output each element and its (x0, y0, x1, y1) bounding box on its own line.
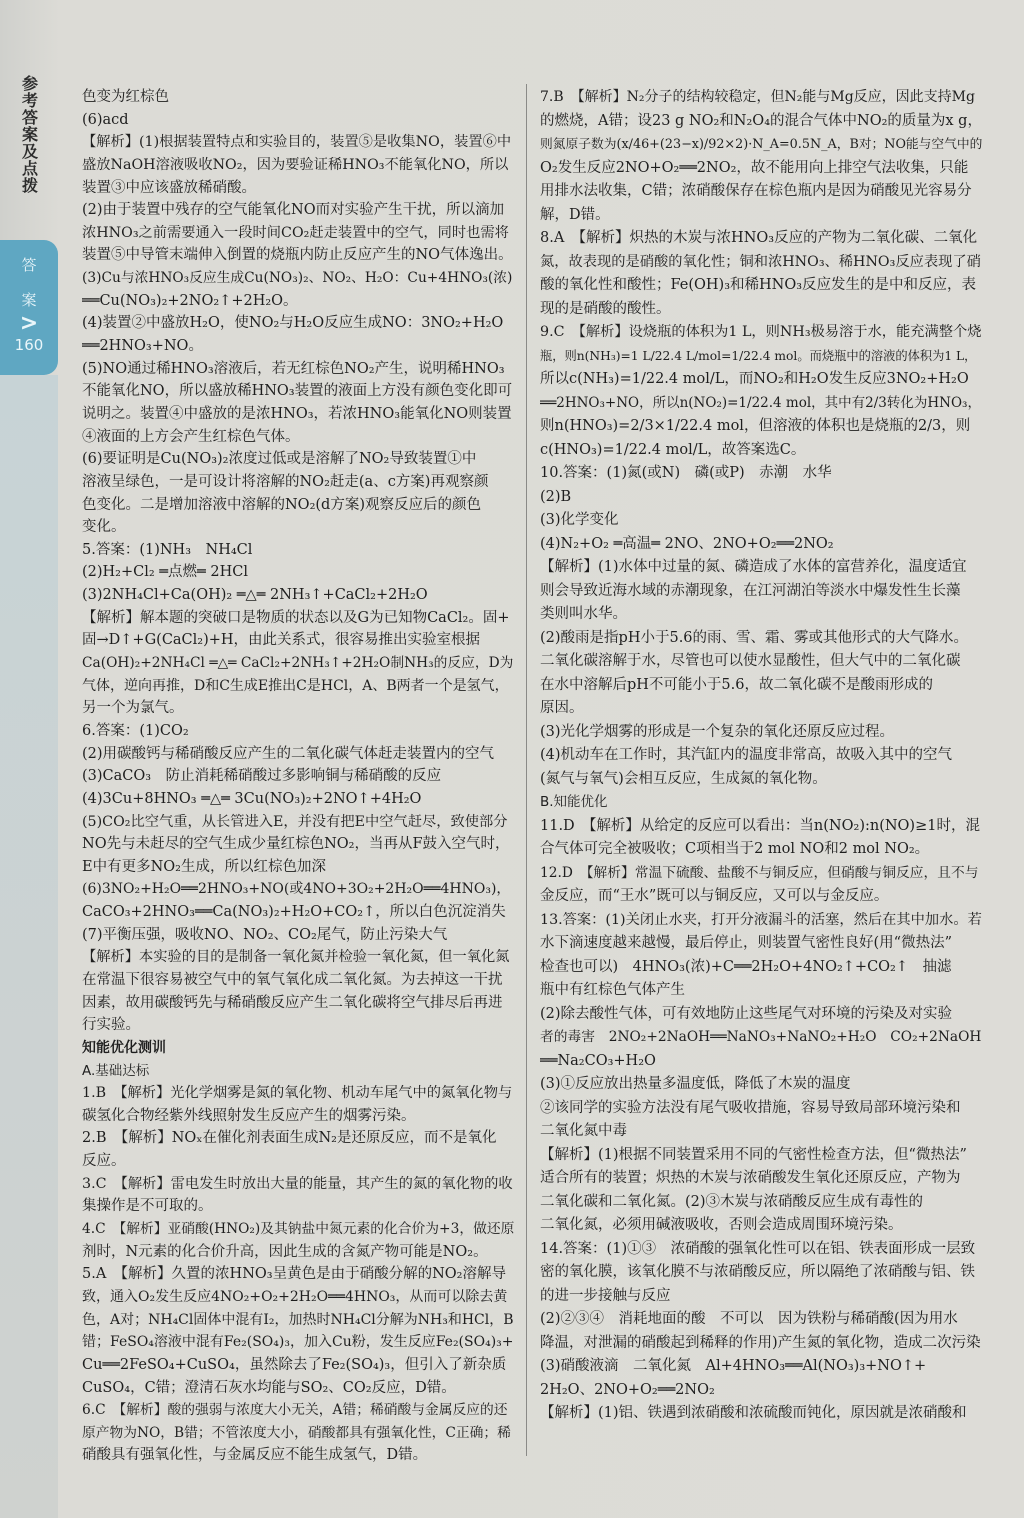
tab-char-1: 答 (21, 256, 37, 274)
text-line: (氮气与氧气)会相互反应，生成氮的氧化物。 (540, 770, 827, 787)
text-line: 知能优化测训 (82, 1039, 166, 1056)
text-line: 变化。 (82, 519, 126, 536)
text-line: 致，通入O₂发生反应4NO₂+O₂+2H₂O══4HNO₃，从而可以除去黄 (82, 1288, 508, 1305)
text-line: 10.答案：(1)氮(或N) 磷(或P) 赤潮 水华 (540, 465, 832, 481)
text-line: 2.B 【解析】NOₓ在催化剂表面生成N₂是还原反应，而不是氧化 (82, 1130, 497, 1147)
text-line: 氮，故表现的是硝酸的氧化性；铜和浓HNO₃、稀HNO₃反应表现了硝 (540, 253, 981, 270)
text-line: 13.答案：(1)关闭止水夹，打开分液漏斗的活塞，然后在其中加水。若 (540, 911, 982, 928)
left-column (82, 86, 514, 1467)
text-line: CuSO₄，C错；澄清石灰水均能与SO₂、CO₂反应，D错。 (82, 1379, 456, 1396)
text-line: (4)机动车在工作时，其汽缸内的温度非常高，故吸入其中的空气 (540, 747, 953, 763)
right-column (540, 86, 982, 1426)
text-line: 另一个为氯气。 (82, 700, 184, 717)
text-line: (2)H₂+Cl₂ ═点燃═ 2HCl (82, 564, 248, 581)
text-line: (3)CaCO₃ 防止消耗稀硝酸过多影响铜与稀硝酸的反应 (82, 768, 442, 785)
sidebar-title: 参考答案及点拨 (19, 75, 39, 194)
chevron-right-icon: > (19, 311, 39, 336)
text-line: 的进一步接触与反应 (540, 1287, 671, 1304)
text-line: 密的氧化膜，该氧化膜不与浓硝酸反应，所以隔绝了浓硝酸与铝、铁 (540, 1264, 975, 1280)
text-line: 瓶，则n(NH₃)=1 L/22.4 L/mol=1/22.4 mol。而烧瓶中的溶液的体积为1 L， (540, 348, 977, 363)
text-line: (4)N₂+O₂ ═高温═ 2NO、2NO+O₂══2NO₂ (540, 535, 834, 552)
text-line: (6)要证明是Cu(NO₃)₂浓度过低或是溶解了NO₂导致装置①中 (82, 451, 477, 468)
text-line: 不能氧化NO，所以盛放稀HNO₃装置的液面上方没有颜色变化即可 (82, 383, 513, 400)
text-line: 色变化。二是增加溶液中溶解的NO₂(d方案)观察反应后的颜色 (82, 496, 481, 513)
text-line: (6)acd (82, 111, 129, 128)
text-line: (2)由于装置中残存的空气能氧化NO而对实验产生干扰，所以滴加 (82, 202, 505, 219)
text-line: (2)用碳酸钙与稀硝酸反应产生的二氧化碳气体赶走装置内的空气 (82, 745, 495, 762)
text-line: 1.B 【解析】光化学烟雾是氮的氧化物、机动车尾气中的氮氧化物与 (82, 1085, 513, 1102)
text-line: 酸的氧化性和酸性；Fe(OH)₃和稀HNO₃反应发生的是中和反应，表 (540, 277, 977, 293)
text-line: 气体，逆向再推，D和C生成E推出C是HCl，A、B两者一个是氢气， (82, 677, 509, 694)
text-line: 现的是硝酸的酸性。 (540, 300, 671, 317)
text-line: 9.C 【解析】设烧瓶的体积为1 L，则NH₃极易溶于水，能充满整个烧 (540, 324, 982, 340)
text-line: E中有更多NO₂生成，所以红棕色加深 (82, 858, 326, 875)
text-line: 行实验。 (82, 1017, 140, 1034)
text-line: (3)①反应放出热量多温度低，降低了木炭的温度 (540, 1076, 851, 1092)
text-line: (6)3NO₂+H₂O══2HNO₃+NO(或4NO+3O₂+2H₂O══4HNO₃)， (82, 881, 511, 898)
text-line: 【解析】(1)铝、铁遇到浓硝酸和浓硫酸而钝化，原因就是浓硝酸和 (540, 1405, 967, 1421)
text-line: 解，D错。 (540, 206, 610, 223)
text-line: 在常温下很容易被空气中的氧气氧化成二氧化氮。为去掉这一干扰 (82, 971, 503, 988)
text-line: 盛放NaOH溶液吸收NO₂，因为要验证稀HNO₃不能氧化NO，所以 (82, 156, 509, 173)
text-line: 降温，对泄漏的硝酸起到稀释的作用)产生氮的氧化物，造成二次污染 (540, 1334, 981, 1351)
text-line: 14.答案：(1)①③ 浓硝酸的强氧化性可以在铝、铁表面形成一层致 (540, 1240, 976, 1257)
text-line: 类则叫水华。 (540, 606, 627, 622)
text-line: 者的毒害 2NO₂+2NaOH══NaNO₃+NaNO₂+H₂O CO₂+2NaOH (540, 1029, 982, 1045)
text-line: 二氧化碳和二氧化氮。(2)③木炭与浓硝酸反应生成有毒性的 (540, 1193, 924, 1210)
text-line: 所以c(NH₃)=1/22.4 mol/L，而NO₂和H₂O发生反应3NO₂+H₂O (540, 371, 969, 387)
text-line: 【解析】(1)根据不同装置采用不同的气密性检查方法，但“微热法” (540, 1146, 967, 1163)
text-line: 8.A 【解析】炽热的木炭与浓HNO₃反应的产物为二氧化碳、二氧化 (540, 230, 978, 246)
text-line: 3.C 【解析】雷电发生时放出大量的能量，其产生的氮的氧化物的收 (82, 1175, 513, 1192)
text-line: 碳氢化合物经紫外线照射发生反应产生的烟雾污染。 (82, 1107, 416, 1124)
text-line: 则n(HNO₃)=2/3×1/22.4 mol，但溶液的体积也是烧瓶的2/3，则 (540, 418, 971, 434)
text-line: 装置③中应该盛放稀硝酸。 (82, 179, 256, 196)
text-line: 【解析】(1)水体中过量的氮、磷造成了水体的富营养化，温度适宜 (540, 559, 967, 575)
text-line: (2)除去酸性气体，可有效地防止这些尾气对环境的污染及对实验 (540, 1005, 953, 1022)
text-line: 的燃烧，A错；设23 g NO₂和N₂O₄的混合气体中NO₂的质量为x g， (540, 112, 982, 129)
column-divider (526, 84, 527, 1456)
text-line: 则氮原子数为(x/46+(23−x)/92×2)·N_A=0.5N_A，B对；NO能与空气中的 (540, 137, 982, 152)
text-line: Ca(OH)₂+2NH₄Cl ═△═ CaCl₂+2NH₃↑+2H₂O制NH₃的反应，D为 (82, 655, 514, 672)
text-line: 因素，故用碳酸钙先与稀硝酸反应产生二氧化碳将空气排尽后再进 (82, 994, 503, 1011)
text-line: 二氧化氮，必须用碱液吸收，否则会造成周围环境污染。 (540, 1217, 903, 1233)
text-line: (4)装置②中盛放H₂O，使NO₂与H₂O反应生成NO：3NO₂+H₂O (82, 315, 504, 332)
text-line: (5)NO通过稀HNO₃溶液后，若无红棕色NO₂产生，说明稀HNO₃ (82, 360, 505, 377)
sidebar-title-area (0, 75, 58, 235)
text-line: 剂时，N元素的化合价升高，因此生成的含氮产物可能是NO₂。 (82, 1243, 488, 1260)
text-line: 装置⑤中导管末端伸入倒置的烧瓶内防止反应产生的NO气体逸出。 (82, 247, 513, 264)
tab-char-2: 案 (21, 291, 37, 309)
answer-tab (0, 240, 58, 375)
text-line: (5)CO₂比空气重，从长管进入E，并没有把E中空气赶尽，致使部分 (82, 813, 508, 830)
text-line: 二氧化碳溶解于水，尽管也可以使水显酸性，但大气中的二氧化碳 (540, 653, 961, 669)
text-line: 瓶中有红棕色气体产生 (540, 982, 685, 998)
text-line: 集操作是不可取的。 (82, 1198, 213, 1215)
text-line: 固→D↑+G(CaCl₂)+H，由此关系式，很容易推出实验室根据 (82, 632, 481, 649)
text-line: A.基础达标 (82, 1062, 150, 1079)
text-line: 11.D 【解析】从给定的反应可以看出：当n(NO₂):n(NO)≥1时，混 (540, 817, 980, 834)
page-number: 160 (14, 336, 44, 354)
text-line: 说明之。装置④中盛放的是浓HNO₃，若浓HNO₃能氧化NO则装置 (82, 405, 512, 422)
text-line: 溶液呈绿色，一是可设计将溶解的NO₂赶走(a、c方案)再观察颜 (82, 473, 489, 490)
text-line: 【解析】(1)根据装置特点和实验目的，装置⑤是收集NO，装置⑥中 (82, 134, 512, 151)
text-line: 则会导致近海水域的赤潮现象，在江河湖泊等淡水中爆发性生长藻 (540, 582, 961, 599)
text-line: 原产物为NO，B错；不管浓度大小，硝酸都具有强氧化性，C正确；稀 (82, 1424, 511, 1441)
text-line: ══Cu(NO₃)₂+2NO₂↑+2H₂O。 (82, 292, 298, 309)
text-line: 4.C 【解析】亚硝酸(HNO₂)及其钠盐中氮元素的化合价为+3，做还原 (82, 1221, 514, 1238)
text-line: ══Na₂CO₃+H₂O (540, 1052, 656, 1069)
text-line: c(HNO₃)=1/22.4 mol/L，故答案选C。 (540, 441, 806, 458)
text-line: 在水中溶解后pH不可能小于5.6，故二氧化碳不是酸雨形成的 (540, 676, 933, 693)
text-line: 原因。 (540, 700, 584, 716)
text-line: 6.C 【解析】酸的强弱与浓度大小无关，A错；稀硝酸与金属反应的还 (82, 1402, 508, 1419)
text-line: ══2HNO₃+NO。 (82, 338, 203, 355)
text-line: 2H₂O、2NO+O₂══2NO₂ (540, 1381, 715, 1398)
text-line: 合气体可完全被吸收；C项相当于2 mol NO和2 mol NO₂。 (540, 841, 930, 857)
text-line: (4)3Cu+8HNO₃ ═△═ 3Cu(NO₃)₂+2NO↑+4H₂O (82, 790, 422, 807)
text-line: 用排水法收集，C错；浓硝酸保存在棕色瓶内是因为硝酸见光容易分 (540, 183, 972, 199)
text-line: (3)光化学烟雾的形成是一个复杂的氧化还原反应过程。 (540, 723, 895, 740)
text-line: ══2HNO₃+NO，所以n(NO₂)=1/22.4 mol，其中有2/3转化为HNO₃， (540, 394, 981, 411)
text-line: 浓HNO₃之前需要通入一段时间CO₂赶走装置中的空气，同时也需将 (82, 224, 509, 241)
sidebar-strip (0, 375, 58, 1518)
text-line: (2)B (540, 488, 572, 505)
text-line: B.知能优化 (540, 794, 608, 810)
text-line: 金反应，而“王水”既可以与铜反应，又可以与金反应。 (540, 888, 889, 904)
text-line: 色变为红棕色 (82, 89, 169, 105)
text-line: 检查也可以) 4HNO₃(浓)+C══2H₂O+4NO₂↑+CO₂↑ 抽滤 (540, 958, 952, 975)
text-line: 5.答案：(1)NH₃ NH₄Cl (82, 541, 253, 558)
text-line: ④液面的上方会产生红棕色气体。 (82, 428, 300, 445)
text-line: NO先与未赶尽的空气生成少量红棕色NO₂，当再从F鼓入空气时， (82, 836, 510, 853)
text-line: 错；FeSO₄溶液中混有Fe₂(SO₄)₃，加入Cu粉，发生反应Fe₂(SO₄)₃+ (82, 1334, 514, 1351)
text-line: 水下滴速度越来越慢，最后停止，则装置气密性良好(用“微热法” (540, 935, 952, 951)
text-line: 二氧化氮中毒 (540, 1123, 627, 1139)
text-line: (3)2NH₄Cl+Ca(OH)₂ ═△═ 2NH₃↑+CaCl₂+2H₂O (82, 587, 428, 604)
text-line: 【解析】解本题的突破口是物质的状态以及G为已知物CaCl₂。固+ (82, 609, 510, 626)
text-line: (7)平衡压强，吸收NO、NO₂、CO₂尾气，防止污染大气 (82, 926, 448, 943)
text-line: 5.A 【解析】久置的浓HNO₃呈黄色是由于硝酸分解的NO₂溶解导 (82, 1266, 506, 1283)
text-line: O₂发生反应2NO+O₂══2NO₂，故不能用向上排空气法收集，只能 (540, 159, 969, 176)
text-line: 6.答案：(1)CO₂ (82, 722, 189, 739)
text-line: CaCO₃+2HNO₃══Ca(NO₃)₂+H₂O+CO₂↑，所以白色沉淀消失 (82, 904, 506, 921)
text-line: (2)②③④ 消耗地面的酸 不可以 因为铁粉与稀硝酸(因为用水 (540, 1311, 958, 1327)
text-line: 【解析】本实验的目的是制备一氧化氮并检验一氧化氮，但一氧化氮 (82, 949, 510, 966)
text-line: (3)化学变化 (540, 512, 619, 528)
text-line: (2)酸雨是指pH小于5.6的雨、雪、霜、雾或其他形式的大气降水。 (540, 629, 969, 646)
text-line: 色，A对；NH₄Cl固体中混有I₂，加热时NH₄Cl分解为NH₃和HCl，B (82, 1311, 514, 1328)
text-line: 反应。 (82, 1153, 126, 1170)
text-line: Cu══2FeSO₄+CuSO₄，虽然除去了Fe₂(SO₄)₃，但引入了新杂质 (82, 1356, 507, 1373)
text-line: 硝酸具有强氧化性，与金属反应不能生成氢气，D错。 (82, 1447, 428, 1464)
text-line: (3)硝酸液滴 二氧化氮 Al+4HNO₃══Al(NO₃)₃+NO↑+ (540, 1358, 927, 1374)
text-line: (3)Cu与浓HNO₃反应生成Cu(NO₃)₂、NO₂、H₂O：Cu+4HNO₃(浓) (82, 270, 513, 287)
text-line: 7.B 【解析】N₂分子的结构较稳定，但N₂能与Mg反应，因此支持Mg (540, 89, 975, 105)
text-line: 适合所有的装置；炽热的木炭与浓硝酸发生氧化还原反应，产物为 (540, 1170, 961, 1186)
text-line: ②该同学的实验方法没有尾气吸收措施，容易导致局部环境污染和 (540, 1099, 961, 1116)
text-line: 12.D 【解析】常温下硫酸、盐酸不与铜反应，但硝酸与铜反应，且不与 (540, 864, 979, 881)
